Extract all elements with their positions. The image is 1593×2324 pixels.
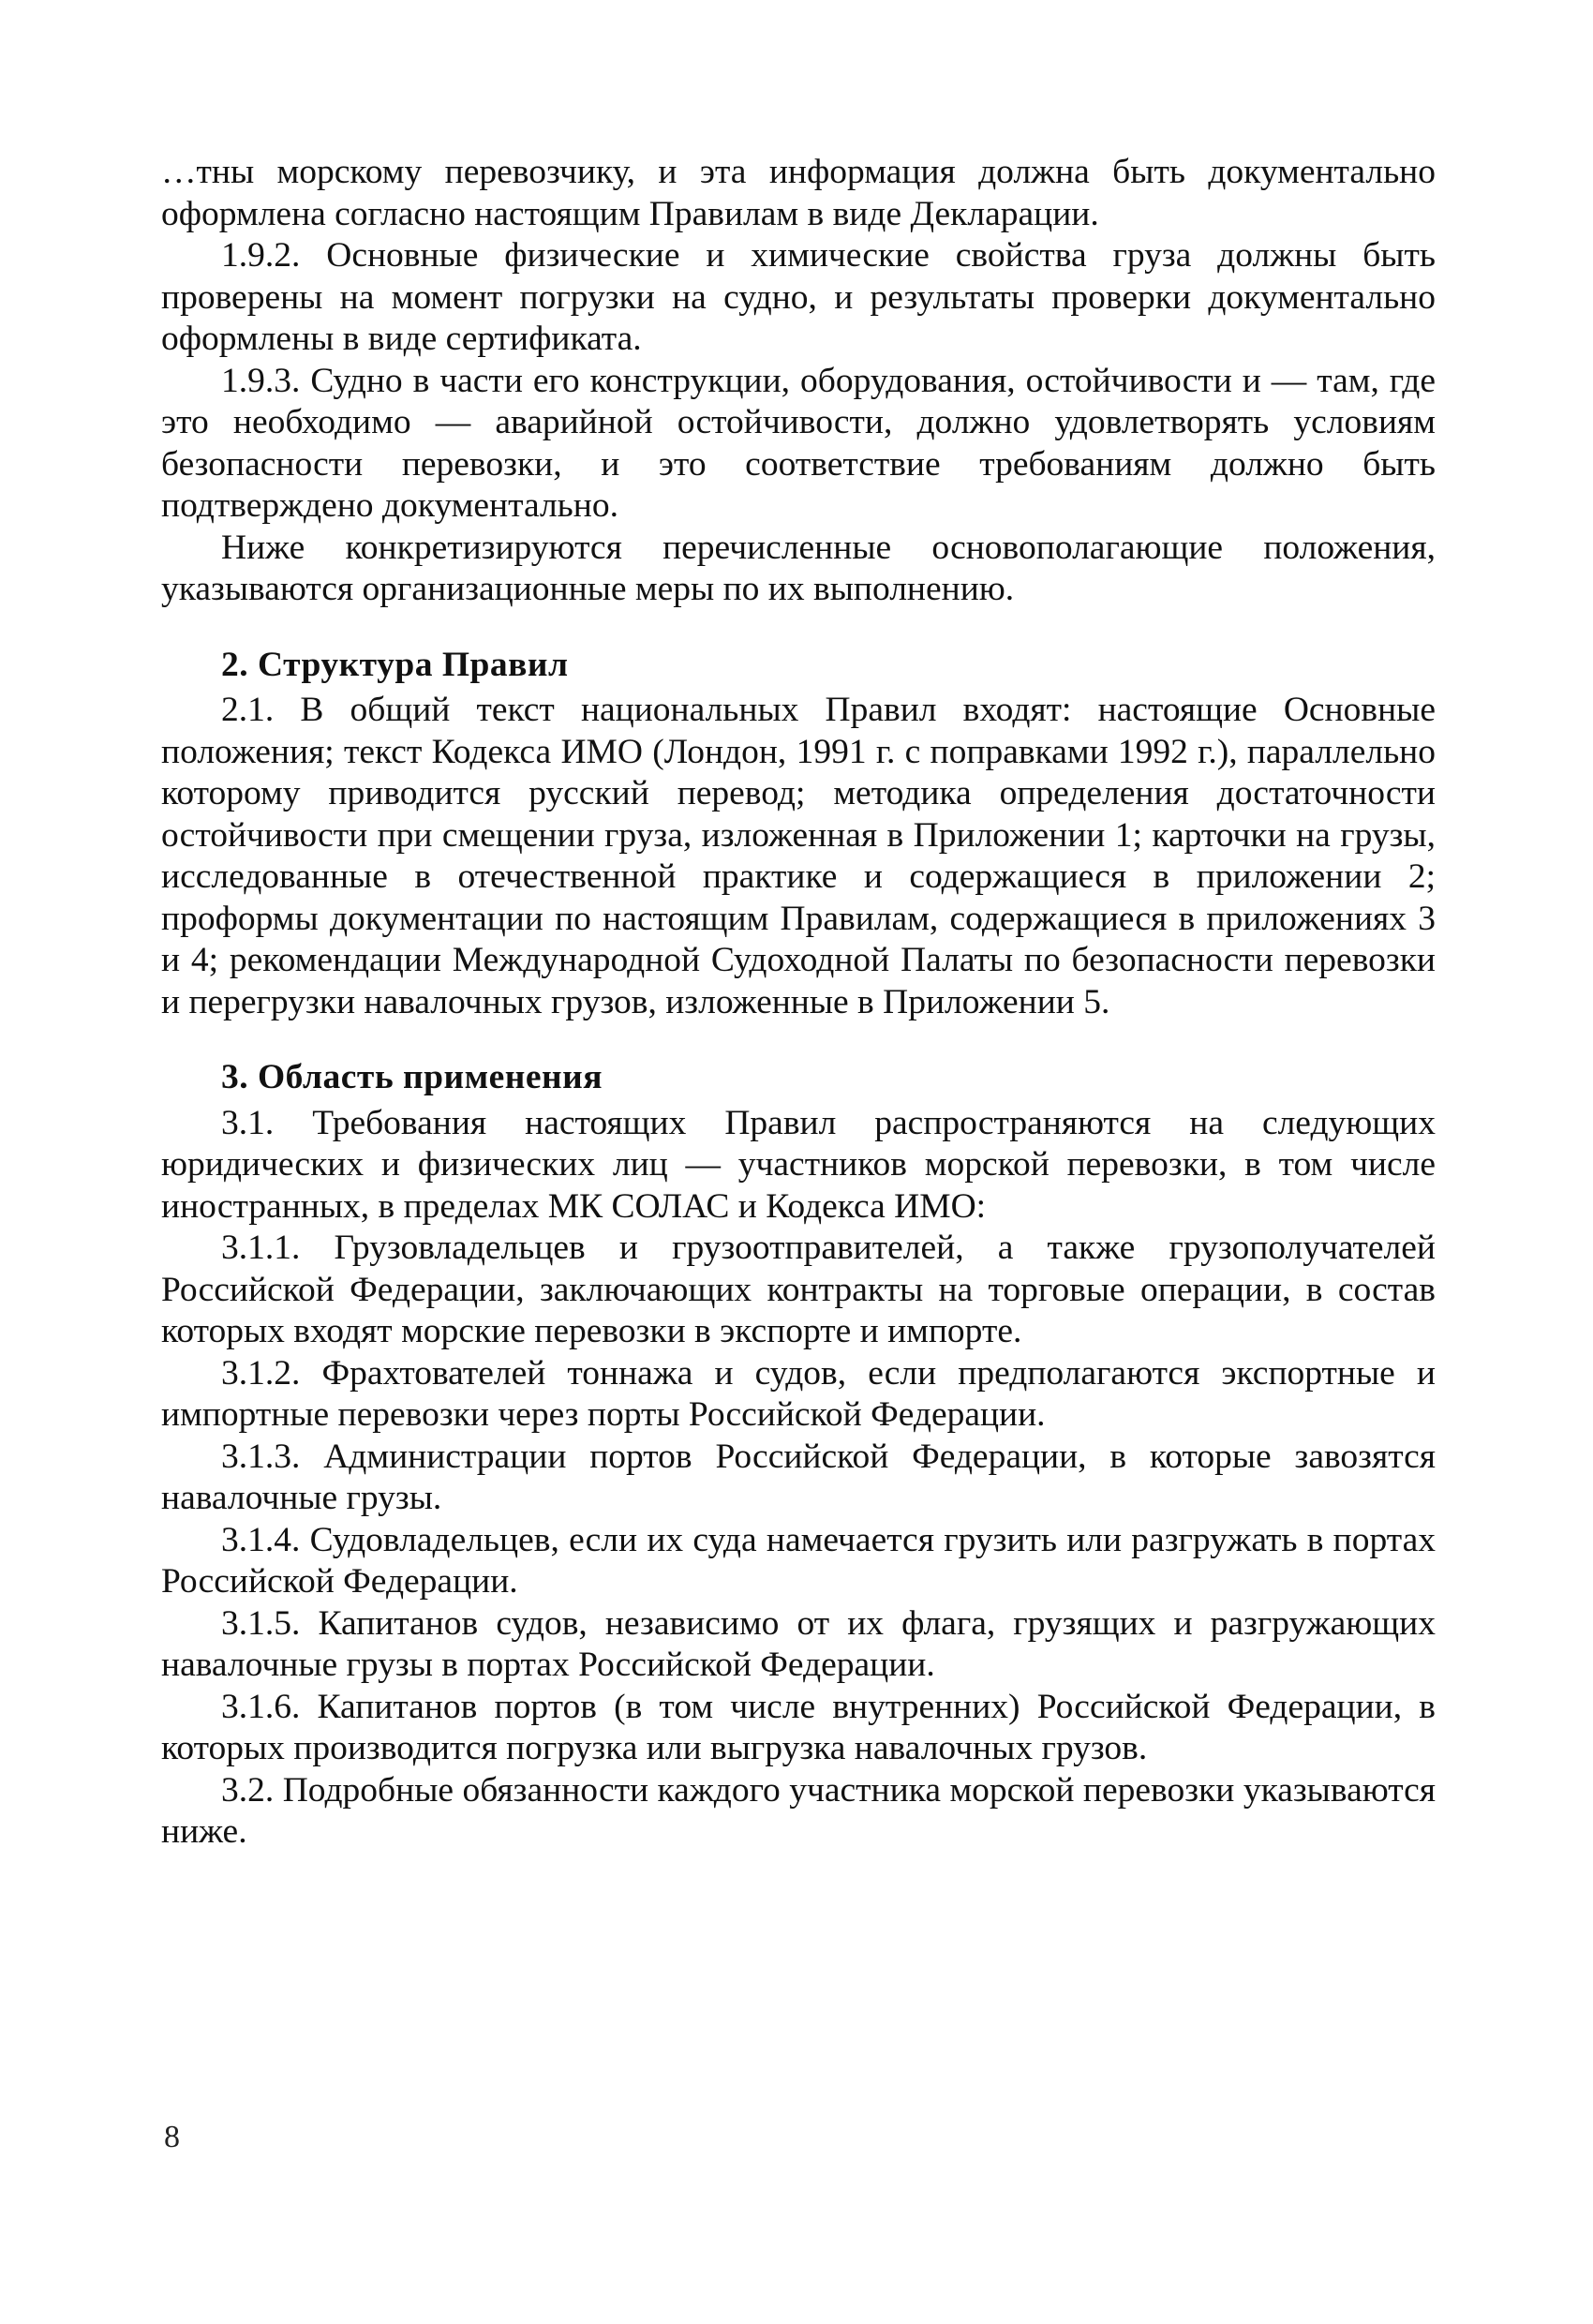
paragraph-3-1-3: 3.1.3. Администрации портов Российской Федерации, в которые завозятся навалочные грузы. (161, 1437, 1436, 1517)
paragraph-3-1-6: 3.1.6. Капитанов портов (в том числе внутренних) Российской Федерации, в которых производится погрузка или выгрузка навалочных грузов. (161, 1687, 1436, 1767)
paragraph-2-1: 2.1. В общий текст национальных Правил входят: настоящие Основные положения; текст Кодекса ИМО (Лондон, 1991 г. с поправками 1992 г.), параллельно которому приводится русский перевод; методика определения достаточности остойчивости при смещении груза, изложенная в Приложении 1; карточки на грузы, исследованные в отечественной практике и содержащиеся в приложении 2; проформы документации по настоящим Правилам, содержащиеся в приложениях 3 и 4; рекомендации Международной Судоходной Палаты по безопасности перевозки и перегрузки навалочных грузов, изложенные в Приложении 5. (161, 691, 1436, 1021)
paragraph-3-2: 3.2. Подробные обязанности каждого участника морской перевозки указываются ниже. (161, 1770, 1436, 1851)
section-3-heading: 3. Область применения (221, 1058, 603, 1096)
paragraph-1-9-1-end: …тны морскому перевозчику, и эта информация должна быть документально оформлена согласно настоящим Правилам в виде Декларации. (161, 153, 1436, 233)
paragraph-3-1-1: 3.1.1. Грузовладельцев и грузоотправителей, а также грузополучателей Российской Федерации, заключающих контракты на торговые операции, в состав которых входят морские перевозки в экспорте и импорте. (161, 1229, 1436, 1350)
paragraph-3-1-5: 3.1.5. Капитанов судов, независимо от их флага, грузящих и разгружающих навалочные грузы в портах Российской Федерации. (161, 1603, 1436, 1684)
page-number: 8 (164, 2120, 180, 2154)
paragraph-summary: Ниже конкретизируются перечисленные основополагающие положения, указываются организационные меры по их выполнению. (161, 528, 1436, 608)
paragraph-3-1-4: 3.1.4. Судовладельцев, если их суда намечается грузить или разгружать в портах Российской Федерации. (161, 1520, 1436, 1601)
document-page (161, 152, 1436, 1854)
paragraph-3-1-2: 3.1.2. Фрахтователей тоннажа и судов, если предполагаются экспортные и импортные перевозки через порты Российской Федерации. (161, 1353, 1436, 1434)
paragraph-1-9-2: 1.9.2. Основные физические и химические свойства груза должны быть проверены на момент погрузки на судно, и результаты проверки документально оформлены в виде сертификата. (161, 236, 1436, 358)
paragraph-3-1: 3.1. Требования настоящих Правил распространяются на следующих юридических и физических лиц — участников морской перевозки, в том числе иностранных, в пределах МК СОЛАС и Кодекса ИМО: (161, 1103, 1436, 1226)
paragraph-1-9-3: 1.9.3. Судно в части его конструкции, оборудования, остойчивости и — там, где это необходимо — аварийной остойчивости, должно удовлетворять условиям безопасности перевозки, и это соответствие требованиям должно быть подтверждено документально. (161, 361, 1436, 525)
section-2-heading: 2. Структура Правил (221, 645, 569, 684)
